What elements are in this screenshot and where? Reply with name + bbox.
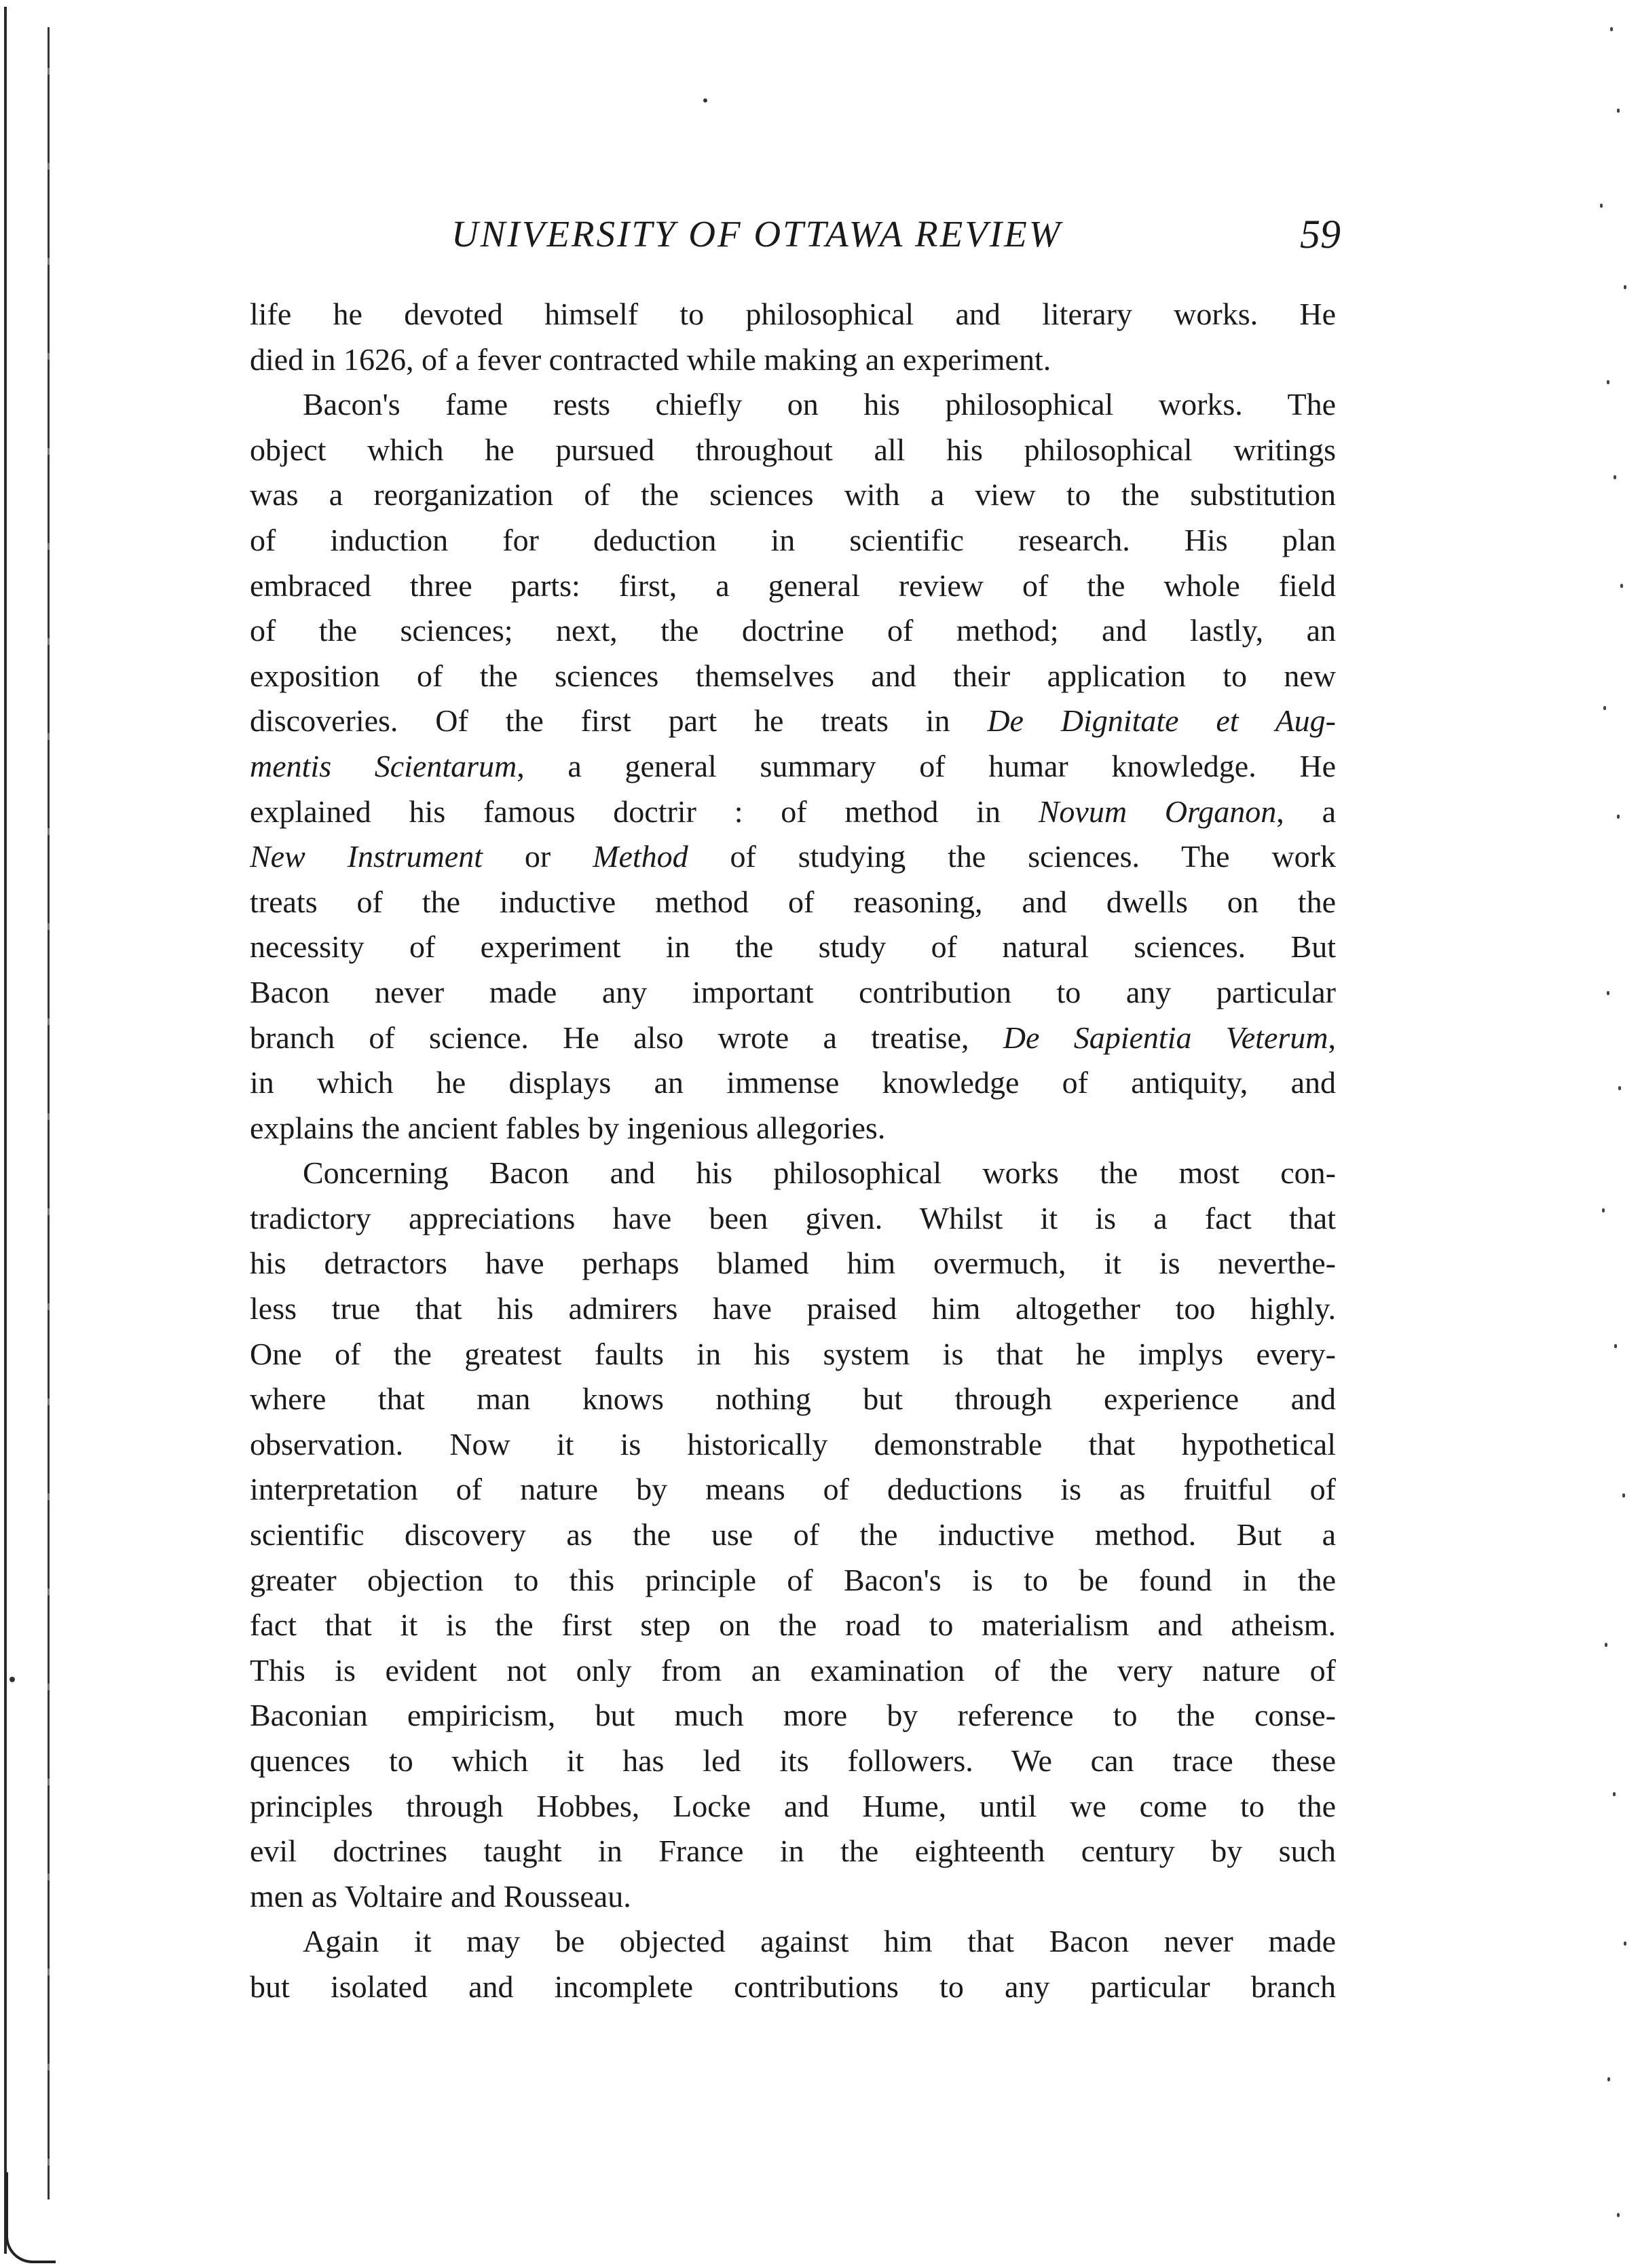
text-line: was a reorganization of the sciences with a view to the substitution — [250, 477, 1336, 513]
text-line: scientific discovery as the use of the inductive method. But a — [250, 1517, 1336, 1553]
text-line: mentis Scientarum, a general summary of humar knowledge. He — [250, 748, 1336, 783]
text-line: his detractors have perhaps blamed him overmuch, it is neverthe- — [250, 1246, 1336, 1281]
text-line: Bacon never made any important contribution to any particular — [250, 974, 1336, 1009]
body-text — [250, 292, 1336, 2010]
text-line: men as Voltaire and Rousseau. — [250, 1878, 631, 1914]
text-line: necessity of experiment in the study of natural sciences. But — [250, 929, 1336, 965]
text-line: less true that his admirers have praised him altogether too highly. — [250, 1291, 1336, 1326]
text-line: in which he displays an immense knowledge of antiquity, and — [250, 1065, 1336, 1100]
text-line: New Instrument or Method of studying the sciences. The work — [250, 839, 1336, 874]
text-line: Again it may be objected against him that Bacon never made — [303, 1924, 1336, 1959]
text-line: but isolated and incomplete contributions to any particular branch — [250, 1969, 1336, 2004]
text-line: discoveries. Of the first part he treats in De Dignitate et Aug- — [250, 703, 1337, 739]
text-line: died in 1626, of a fever contracted while making an experiment. — [250, 341, 1051, 377]
page-number: 59 — [1300, 212, 1341, 257]
text-line: explained his famous doctrir : of method in Novum Organon, a — [250, 794, 1336, 829]
binding-curl — [5, 2172, 56, 2263]
text-line: quences to which it has led its followers. We can trace these — [250, 1743, 1336, 1778]
text-line: of the sciences; next, the doctrine of method; and lastly, an — [250, 613, 1336, 648]
text-line: observation. Now it is historically demonstrable that hypothetical — [250, 1426, 1336, 1462]
text-line: interpretation of nature by means of deductions is as fruitful of — [250, 1472, 1336, 1507]
text-line: treats of the inductive method of reasoning, and dwells on the — [250, 884, 1336, 919]
text-line: of induction for deduction in scientific research. His plan — [250, 522, 1336, 557]
page-header — [241, 207, 1341, 268]
text-line: evil doctrines taught in France in the eighteenth century by such — [250, 1834, 1336, 1869]
text-line: object which he pursued throughout all his philosophical writings — [250, 432, 1336, 467]
ink-speck — [10, 1677, 15, 1682]
text-line: where that man knows nothing but through experience and — [250, 1381, 1336, 1417]
text-line: fact that it is the first step on the road to materialism and atheism. — [250, 1607, 1336, 1643]
text-line: embraced three parts: first, a general review of the whole field — [250, 568, 1336, 603]
text-line: principles through Hobbes, Locke and Hume, until we come to the — [250, 1788, 1336, 1823]
page-binding-edge — [0, 0, 61, 2268]
text-line: This is evident not only from an examination of the very nature of — [250, 1652, 1336, 1688]
text-line: Bacon's fame rests chiefly on his philosophical works. The — [303, 387, 1336, 422]
ink-speck — [703, 98, 707, 103]
text-line: tradictory appreciations have been given. Whilst it is a fact that — [250, 1200, 1336, 1235]
text-line: exposition of the sciences themselves and their application to new — [250, 658, 1336, 693]
binding-rule-outer — [4, 7, 7, 2254]
text-line: greater objection to this principle of Bacon's is to be found in the — [250, 1562, 1336, 1597]
binding-rule-inner — [48, 27, 50, 2199]
running-head: UNIVERSITY OF OTTAWA REVIEW — [451, 213, 1062, 255]
text-line: Concerning Bacon and his philosophical works the most con- — [303, 1155, 1336, 1191]
page-edge-speckle — [1586, 0, 1640, 2268]
text-line: One of the greatest faults in his system is that he implys every- — [250, 1336, 1336, 1371]
text-line: branch of science. He also wrote a treatise, De Sapientia Veterum, — [250, 1020, 1336, 1055]
text-line: explains the ancient fables by ingenious allegories. — [250, 1110, 886, 1145]
text-line: life he devoted himself to philosophical and literary works. He — [250, 297, 1336, 331]
text-line: Baconian empiricism, but much more by reference to the conse- — [250, 1698, 1336, 1733]
